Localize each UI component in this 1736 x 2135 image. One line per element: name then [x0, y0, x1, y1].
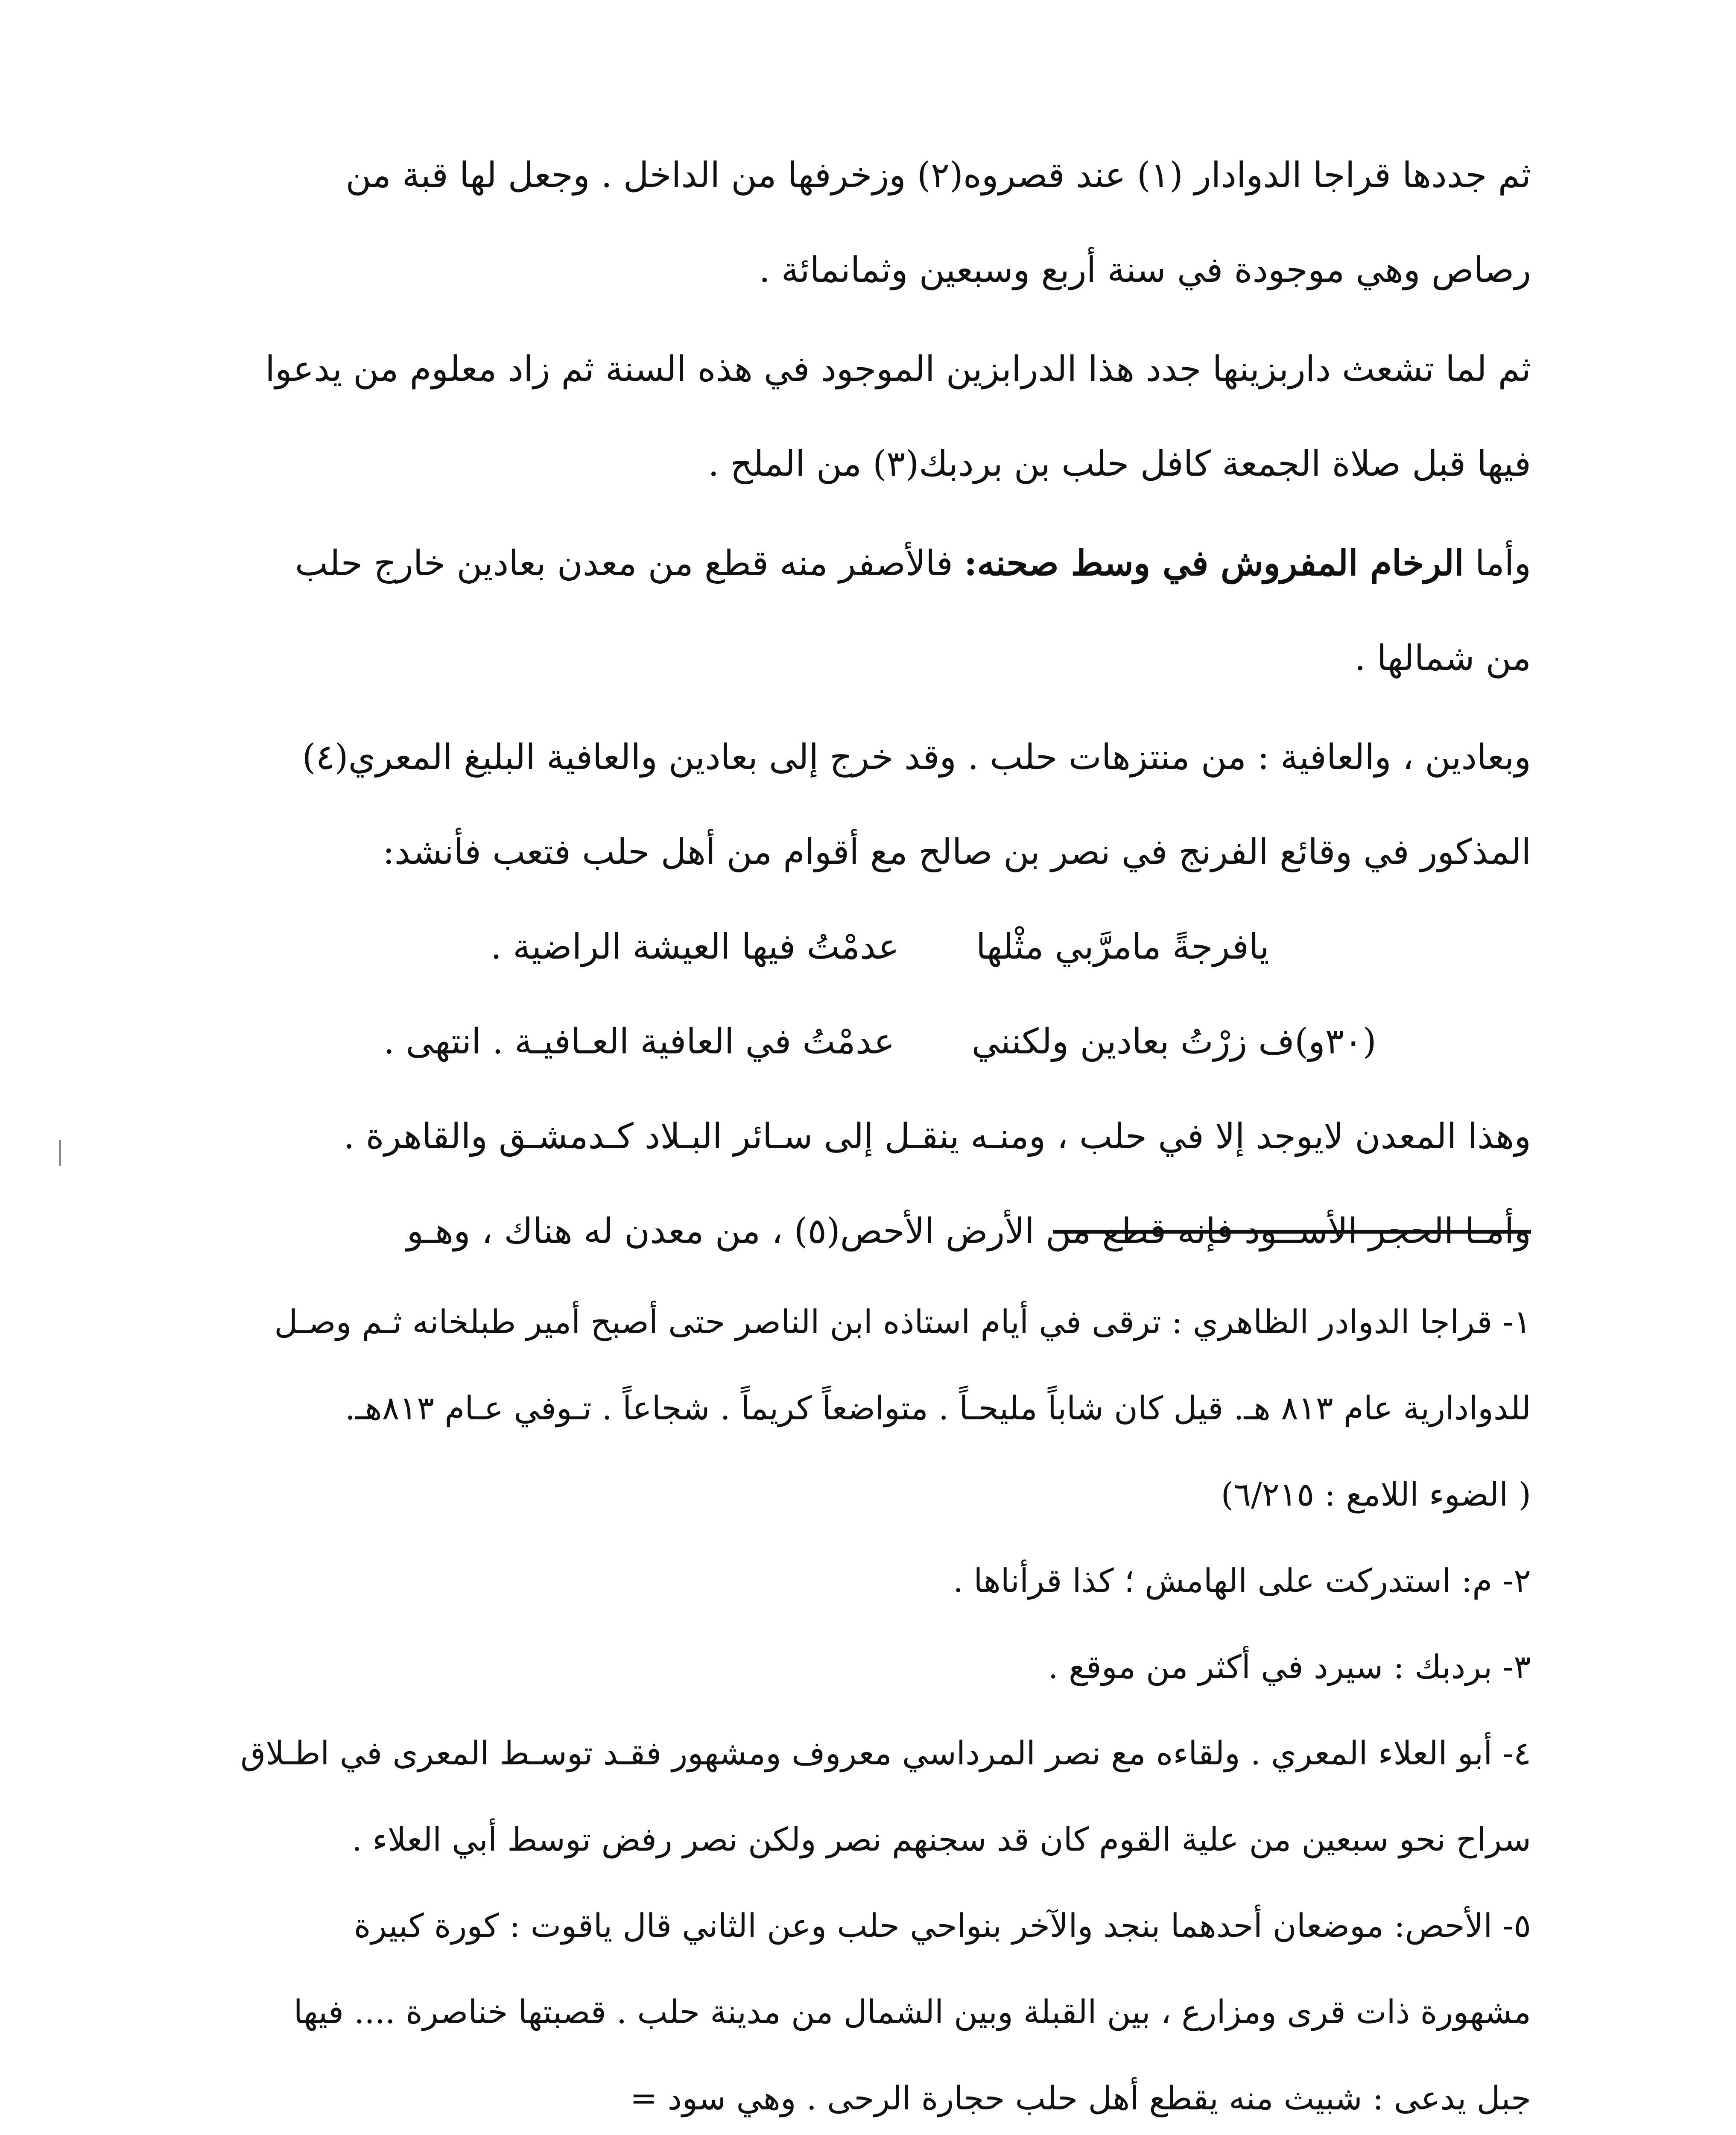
footnote-line: للدوادارية عام ٨١٣ هـ. قيل كان شاباً مليحـاً . متواضعاً كريماً . شجاعاً . تـوفي عـام ٨١٣هـ. [345, 1389, 1531, 1427]
text-line: وهذا المعدن لايوجد إلا في حلب ، ومنـه ينقـل إلى سـائر البـلاد كـدمشـق والقاهرة . [343, 1116, 1531, 1157]
footnote-separator-rule [1053, 1230, 1531, 1234]
footnote-line: مشهورة ذات قرى ومزارع ، بين القبلة وبين الشمال من مدينة حلب . قصبتها خناصرة .... فيها [293, 1993, 1531, 2031]
verse-first-hemistich: يافرجةً مامرَّبي مثْلها [976, 927, 1269, 967]
margin-mark [59, 1140, 61, 1166]
text-line: من شمالها . [1354, 638, 1531, 679]
verse-second-hemistich: عدمْتُ فيها العيشة الراضية . [491, 927, 899, 967]
footnotes-section [229, 1279, 1531, 2135]
main-text [229, 128, 1531, 1279]
footnote-line: ١- قراجا الدوادر الظاهري : ترقى في أيام استاذه ابن الناصر حتى أصبح أمير طبلخانه ثـم وصـل [274, 1303, 1531, 1341]
text-line: رصاص وهي موجودة في سنة أربع وسبعين وثمانمائة . [759, 250, 1531, 290]
paragraph-3 [229, 516, 1531, 706]
text-line: وأمـا الحجر الأســود فإنه قطع من الأرض الأحص(٥) ، من معدن له هناك ، وهـو [406, 1211, 1531, 1252]
footnote-line: ٣- بردبك : سيرد في أكثر من موقع . [1048, 1648, 1531, 1686]
text-line: ثم جددها قراجا الدوادار (١) عند قصروه(٢) وزخرفها من الداخل . وجعل لها قبة من [345, 155, 1531, 196]
footnote-line: ٢- م: استدركت على الهامش ؛ كذا قرأناها . [953, 1562, 1531, 1600]
text-line: وبعادين ، والعافية : من منتزهات حلب . وقد خرج إلى بعادين والعافية البليغ المعري(٤) [302, 737, 1531, 778]
paragraph-1 [229, 128, 1531, 318]
text-line: ثم لما تشعث داربزينها جدد هذا الدرابزين الموجود في هذه السنة ثم زاد معلوم من يدعوا [265, 349, 1531, 389]
text-segment: فالأصفر منه قطع من معدن بعادين خارج حلب [295, 543, 953, 584]
poem-verse-2 [229, 994, 1531, 1089]
paragraph-4 [229, 710, 1531, 900]
paragraph-2 [229, 322, 1531, 512]
footnote-line: ٥- الأحص: موضعان أحدهما بنجد والآخر بنواحي حلب وعن الثاني قال ياقوت : كورة كبيرة [354, 1907, 1531, 1945]
footnote-line: جبل يدعى : شبيث منه يقطع أهل حلب حجارة الرحى . وهي سود = [630, 2079, 1531, 2117]
footnote-5 [229, 1883, 1531, 2135]
text-line: فيها قبل صلاة الجمعة كافل حلب بن بردبك(٣) من الملح . [708, 444, 1531, 484]
footnote-4 [229, 1710, 1531, 1883]
footnote-3 [229, 1624, 1531, 1710]
footnote-line: ( الضوء اللامع : ٦/٢١٥) [1221, 1475, 1531, 1513]
footnote-line: سراح نحو سبعين من علية القوم كان قد سجنهم نصر ولكن نصر رفض توسط أبي العلاء . [351, 1820, 1531, 1858]
footnote-2 [229, 1538, 1531, 1624]
footnote-1 [229, 1279, 1531, 1538]
verse-second-hemistich: عدمْتُ في العافية العـافيـة . انتهى . [383, 1021, 895, 1062]
text-segment: وأما [1475, 543, 1531, 584]
bold-heading-phrase: الرخام المفروش في وسط صحنه: [964, 543, 1464, 584]
verse-first-hemistich: (٣٠و)ف زرْتُ بعادين ولكنني [971, 1021, 1377, 1062]
paragraph-5 [229, 1089, 1531, 1184]
text-line: المذكور في وقائع الفرنج في نصر بن صالح مع أقوام من أهل حلب فتعب فأنشد: [383, 832, 1531, 872]
footnote-line: ٤- أبو العلاء المعري . ولقاءه مع نصر المرداسي معروف ومشهور فقـد توسـط المعرى في اطـلاق [240, 1734, 1531, 1772]
poem-verse-1 [229, 900, 1531, 994]
